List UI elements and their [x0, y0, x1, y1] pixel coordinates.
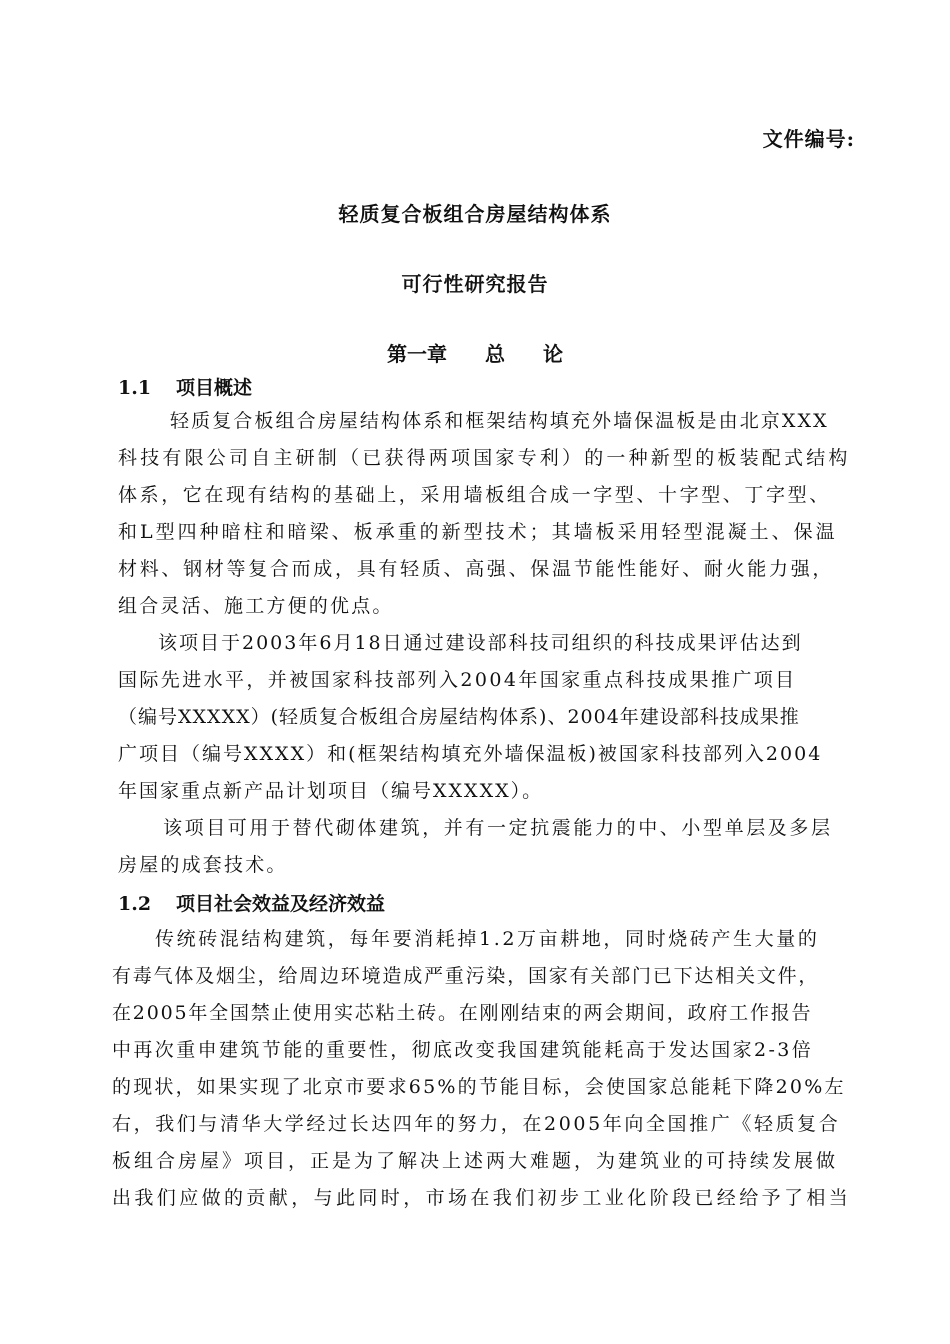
paragraph-line: 国际先进水平，并被国家科技部列入2004年国家重点科技成果推广项目 [118, 669, 797, 691]
section-number: 1.1 [118, 377, 152, 399]
document-title: 轻质复合板组合房屋结构体系 [338, 202, 612, 226]
paragraph-line: 组合灵活、施工方便的优点。 [118, 595, 394, 617]
chapter-heading [0, 338, 950, 367]
paragraph-line: 中再次重申建筑节能的重要性，彻底改变我国建筑能耗高于发达国家2-3倍 [112, 1039, 814, 1061]
paragraph-line: 广项目（编号XXXX）和(框架结构填充外墙保温板)被国家科技部列入2004 [118, 743, 823, 765]
section-heading-1-2 [118, 889, 385, 916]
section-number: 1.2 [118, 893, 152, 915]
paragraph-line: 的现状，如果实现了北京市要求65%的节能目标，会使国家总能耗下降20%左 [112, 1076, 846, 1098]
paragraph-line: 在2005年全国禁止使用实芯粘土砖。在刚刚结束的两会期间，政府工作报告 [112, 1002, 813, 1024]
section-title: 项目概述 [176, 377, 253, 399]
chapter-title-char-1: 总 [485, 342, 505, 366]
paragraph-line: 该项目可用于替代砌体建筑，并有一定抗震能力的中、小型单层及多层 [163, 817, 833, 839]
paragraph-line: 年国家重点新产品计划项目（编号XXXXX）。 [118, 780, 544, 802]
paragraph-line: （编号XXXXX）(轻质复合板组合房屋结构体系)、2004年建设部科技成果推 [118, 706, 800, 728]
paragraph-line: 右，我们与清华大学经过长达四年的努力，在2005年向全国推广《轻质复合 [112, 1113, 841, 1135]
chapter-label: 第一章 [387, 342, 447, 366]
section-heading-1-1 [118, 373, 252, 400]
paragraph-line: 科技有限公司自主研制（已获得两项国家专利）的一种新型的板装配式结构 [118, 447, 851, 469]
file-number-label: 文件编号: [762, 127, 855, 151]
document-subtitle: 可行性研究报告 [401, 272, 549, 296]
paragraph-line: 有毒气体及烟尘，给周边环境造成严重污染，国家有关部门已下达相关文件， [112, 965, 820, 987]
paragraph-line: 板组合房屋》项目，正是为了解决上述两大难题，为建筑业的可持续发展做 [112, 1150, 839, 1172]
paragraph-line: 材料、钢材等复合而成，具有轻质、高强、保温节能性能好、耐火能力强， [118, 558, 835, 580]
paragraph-line: 出我们应做的贡献，与此同时，市场在我们初步工业化阶段已经给予了相当 [112, 1187, 852, 1209]
paragraph-line: 轻质复合板组合房屋结构体系和框架结构填充外墙保温板是由北京XXX [170, 410, 829, 432]
paragraph-line: 房屋的成套技术。 [118, 854, 288, 876]
paragraph-line: 体系，它在现有结构的基础上，采用墙板组合成一字型、十字型、丁字型、 [118, 484, 831, 506]
paragraph-line: 和L型四种暗柱和暗梁、板承重的新型技术；其墙板采用轻型混凝土、保温 [118, 521, 838, 543]
section-title: 项目社会效益及经济效益 [176, 893, 386, 915]
paragraph-line: 传统砖混结构建筑，每年要消耗掉1.2万亩耕地，同时烧砖产生大量的 [155, 928, 820, 950]
paragraph-line: 该项目于2003年6月18日通过建设部科技司组织的科技成果评估达到 [158, 632, 803, 654]
chapter-title-char-2: 论 [543, 342, 563, 366]
